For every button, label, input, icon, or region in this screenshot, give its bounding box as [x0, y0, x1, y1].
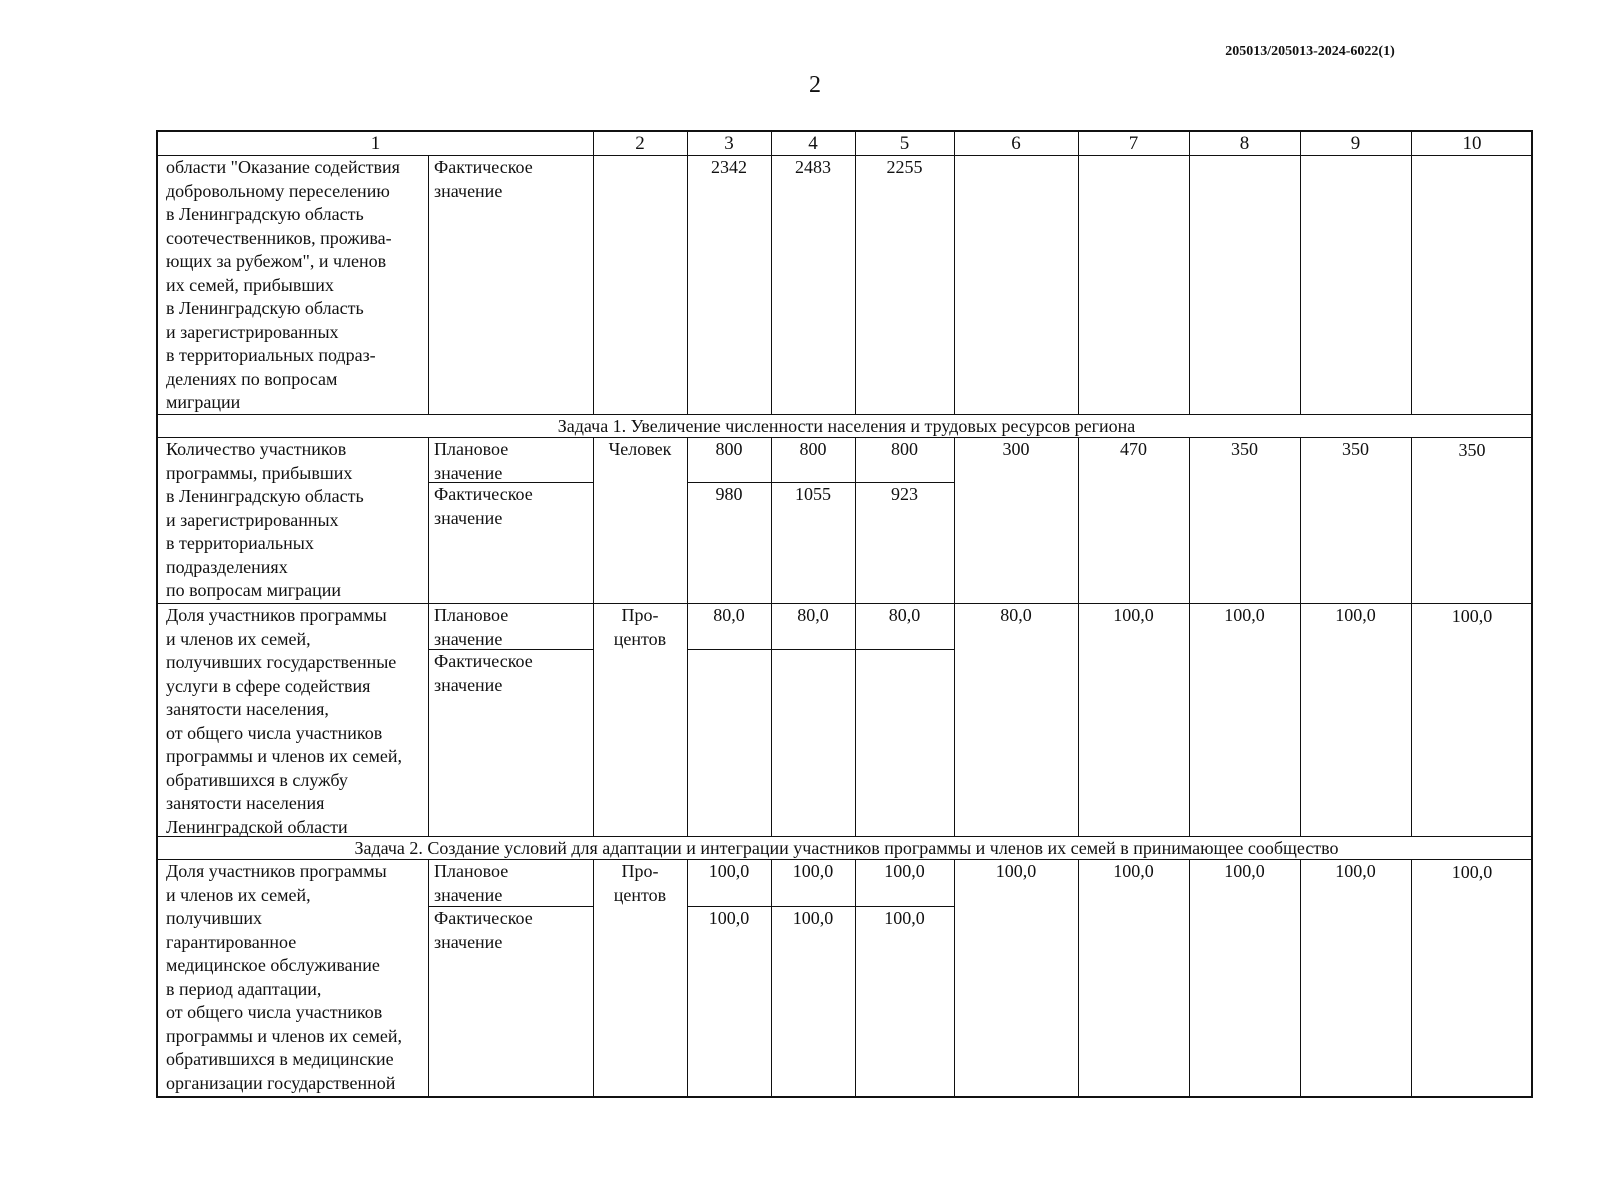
- value-cell: 350: [1458, 440, 1486, 460]
- value-cell: 100,0: [1451, 862, 1493, 882]
- value-cell: 800: [799, 439, 827, 459]
- value-cell: 100,0: [792, 861, 834, 881]
- value-cell: 100,0: [1451, 606, 1493, 626]
- value-cell: 80,0: [1000, 605, 1032, 625]
- unit-cell: Человек: [608, 439, 672, 459]
- value-cell: 100,0: [1113, 605, 1154, 625]
- value-cell: 1055: [795, 484, 831, 504]
- indicator-name: Доля участников программы и членов их семей, получивших гарантированное медицинское обслуживание в период адаптации, от общего числа участников программы и членов их семей, обратившихся в медицинские организации государственной: [166, 861, 403, 1093]
- indicator-name: Доля участников программы и членов их семей, получивших государственные услуги в сфере содействия занятости населения, от общего числа участников программы и членов их семей, обратившихся в службу занятости населения Ленинградской области: [166, 605, 403, 837]
- value-cell: 923: [891, 484, 918, 504]
- value-cell: 100,0: [1224, 861, 1265, 881]
- value-type: Фактическое значение: [434, 484, 533, 528]
- indicator-name: Количество участников программы, прибывших в Ленинградскую область и зарегистрированных в территориальных подразделениях по вопросам миграции: [166, 439, 364, 600]
- value-type: Плановое значение: [434, 861, 509, 905]
- document-id: 205013/205013-2024-6022(1): [1225, 44, 1395, 59]
- value-cell: 100,0: [884, 908, 925, 928]
- value-cell: 980: [715, 484, 743, 504]
- value-cell: 100,0: [708, 908, 750, 928]
- value-type: Фактическое значение: [434, 908, 533, 952]
- task-heading: Задача 1. Увеличение численности населения и трудовых ресурсов региона: [557, 416, 1136, 436]
- header-cell: 6: [1011, 133, 1021, 154]
- header-cell: 10: [1462, 133, 1482, 154]
- indicators-table: [156, 130, 1533, 1098]
- value-cell: 800: [715, 439, 743, 459]
- value-cell: 100,0: [995, 861, 1037, 881]
- value-cell: 80,0: [713, 605, 745, 625]
- header-cell: 2: [635, 133, 645, 154]
- page-number: 2: [809, 72, 821, 98]
- value-cell: 80,0: [888, 605, 921, 625]
- value-cell: 350: [1231, 439, 1258, 459]
- value-cell: 100,0: [1113, 861, 1154, 881]
- value-type: Фактическое значение: [434, 157, 533, 201]
- value-cell: 100,0: [708, 861, 750, 881]
- value-cell: 100,0: [1335, 605, 1376, 625]
- value-cell: 100,0: [792, 908, 834, 928]
- unit-cell: Про- центов: [613, 605, 667, 649]
- unit-cell: Про- центов: [613, 861, 667, 905]
- value-cell: 300: [1002, 439, 1030, 459]
- value-cell: 800: [891, 439, 918, 459]
- value-cell: 80,0: [797, 605, 829, 625]
- value-cell: 350: [1342, 439, 1369, 459]
- header-cell: 1: [370, 133, 381, 154]
- value-type: Фактическое значение: [434, 651, 533, 695]
- value-type: Плановое значение: [434, 439, 509, 483]
- indicator-name: области "Оказание содействия добровольному переселению в Ленинградскую область соотечественников, прожива- ющих за рубежом", и членов их семей, прибывших в Ленинградскую область и зарегистрированных в территориальных подраз- делениях по вопросам миграции: [166, 157, 400, 412]
- header-cell: 4: [808, 133, 818, 154]
- value-cell: 100,0: [1224, 605, 1265, 625]
- value-type: Плановое значение: [434, 605, 509, 649]
- value-cell: 100,0: [884, 861, 925, 881]
- header-cell: 7: [1128, 133, 1139, 154]
- value-cell: 100,0: [1335, 861, 1376, 881]
- header-cell: 5: [899, 133, 910, 154]
- value-cell: 2342: [711, 157, 747, 177]
- task-heading: Задача 2. Создание условий для адаптации и интеграции участников программы и членов их семей в принимающее сообщество: [354, 838, 1339, 858]
- header-cell: 8: [1239, 133, 1250, 154]
- value-cell: 2483: [795, 157, 831, 177]
- value-cell: 470: [1120, 439, 1147, 459]
- value-cell: 2255: [886, 157, 923, 177]
- header-cell: 3: [724, 133, 734, 154]
- header-cell: 9: [1350, 133, 1361, 154]
